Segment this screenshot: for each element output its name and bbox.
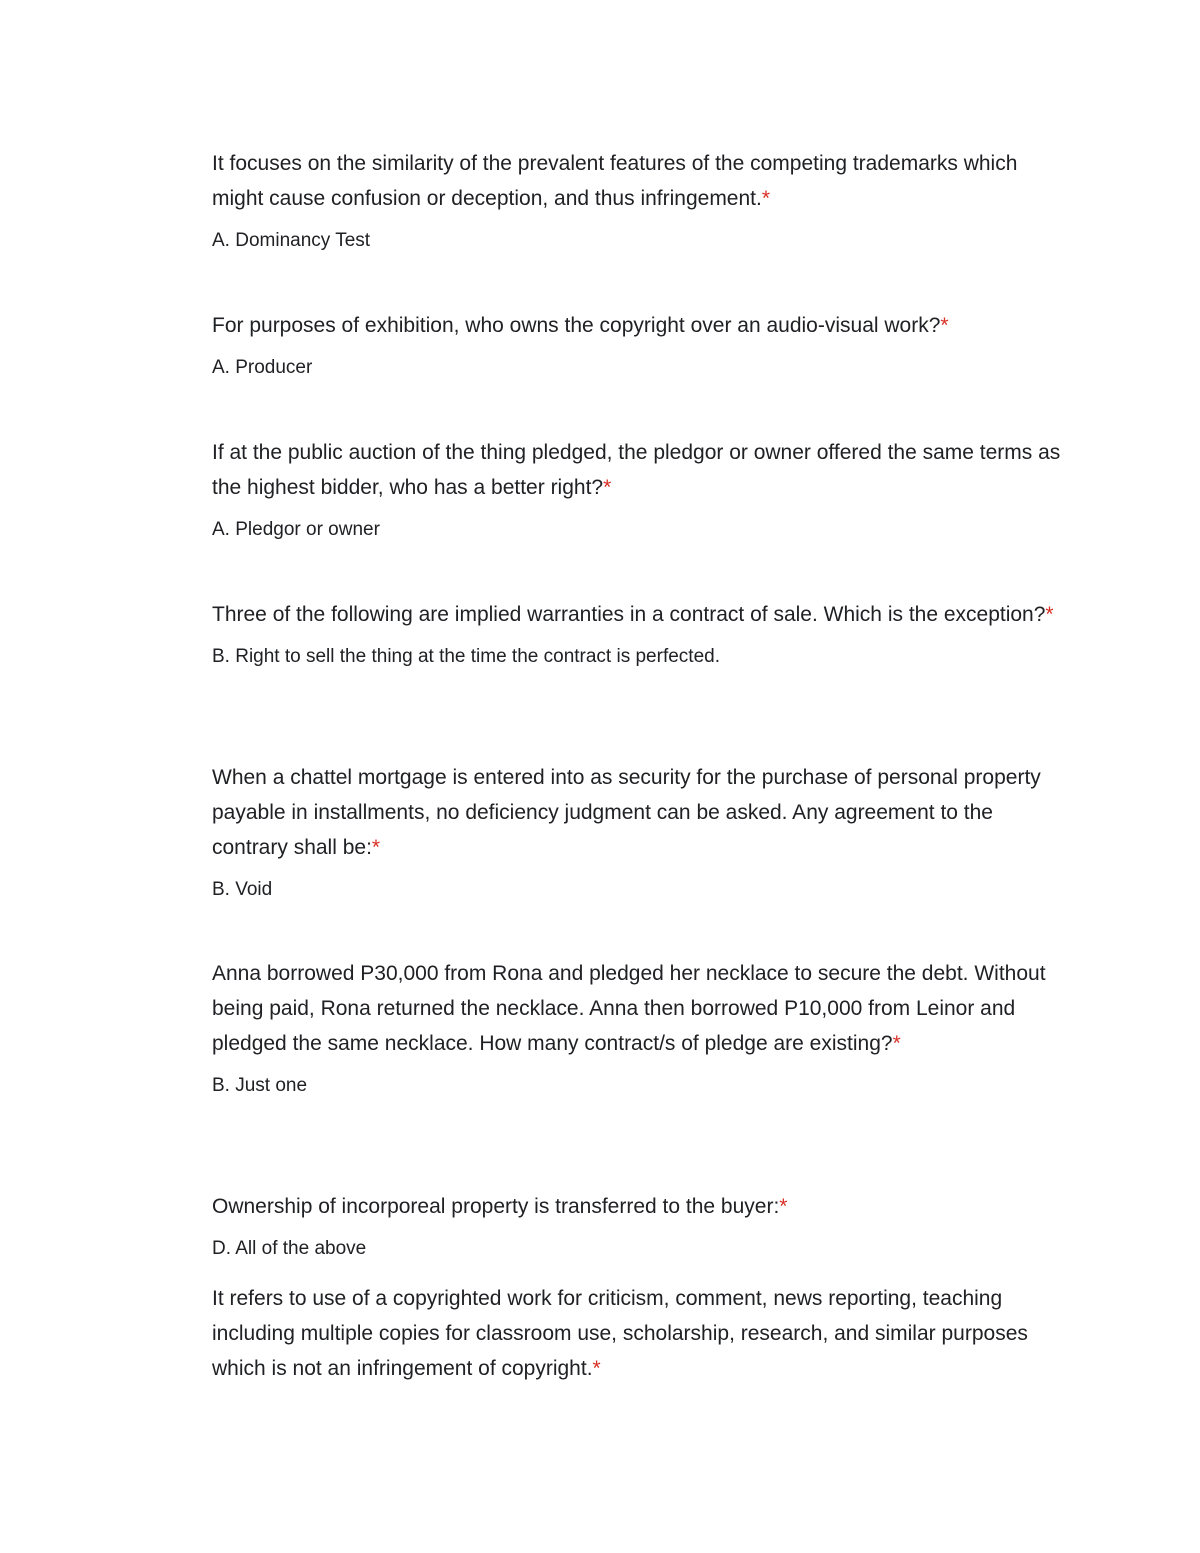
question-block-1 (212, 146, 1062, 254)
question-text: When a chattel mortgage is entered into as security for the purchase of personal property payable in installments, no deficiency judgment can be asked. Any agreement to the contrary shall be:* (212, 766, 1041, 859)
question-block-5 (212, 760, 1062, 903)
required-asterisk: * (603, 476, 612, 499)
required-asterisk: * (761, 187, 771, 210)
question-block-2 (212, 308, 1062, 381)
answer-text: B. Void (212, 879, 273, 900)
required-asterisk: * (592, 1357, 601, 1380)
question-text: Three of the following are implied warranties in a contract of sale. Which is the exception?* (212, 603, 1054, 626)
answer-text: B. Right to sell the thing at the time the contract is perfected. (212, 646, 720, 667)
required-asterisk: * (779, 1195, 788, 1218)
answer-text: A. Pledgor or owner (212, 519, 380, 540)
question-block-8 (212, 1281, 1062, 1386)
question-block-6 (212, 956, 1062, 1099)
question-block-3 (212, 435, 1062, 543)
answer-text: A. Producer (212, 357, 313, 378)
question-text: For purposes of exhibition, who owns the copyright over an audio-visual work?* (212, 314, 949, 337)
required-asterisk: * (371, 836, 381, 859)
question-block-7 (212, 1189, 1062, 1262)
question-text: It refers to use of a copyrighted work for criticism, comment, news reporting, teaching including multiple copies for classroom use, scholarship, research, and similar purposes which is not an infringement of copyright.* (212, 1287, 1028, 1380)
question-text: It focuses on the similarity of the prevalent features of the competing trademarks which might cause confusion or deception, and thus infringement.* (212, 152, 1018, 210)
required-asterisk: * (940, 314, 949, 337)
question-text: If at the public auction of the thing pledged, the pledgor or owner offered the same terms as the highest bidder, who has a better right?* (212, 441, 1061, 499)
answer-text: D. All of the above (212, 1238, 367, 1259)
answer-text: B. Just one (212, 1075, 308, 1096)
question-block-4 (212, 597, 1062, 670)
required-asterisk: * (1045, 603, 1054, 626)
question-text: Ownership of incorporeal property is transferred to the buyer:* (212, 1195, 788, 1218)
question-text: Anna borrowed P30,000 from Rona and pledged her necklace to secure the debt. Without being paid, Rona returned the necklace. Anna then borrowed P10,000 from Leinor and pledged the same necklace. How many contract/s of pledge are existing?* (212, 962, 1046, 1055)
answer-text: A. Dominancy Test (212, 230, 371, 251)
required-asterisk: * (892, 1032, 901, 1055)
